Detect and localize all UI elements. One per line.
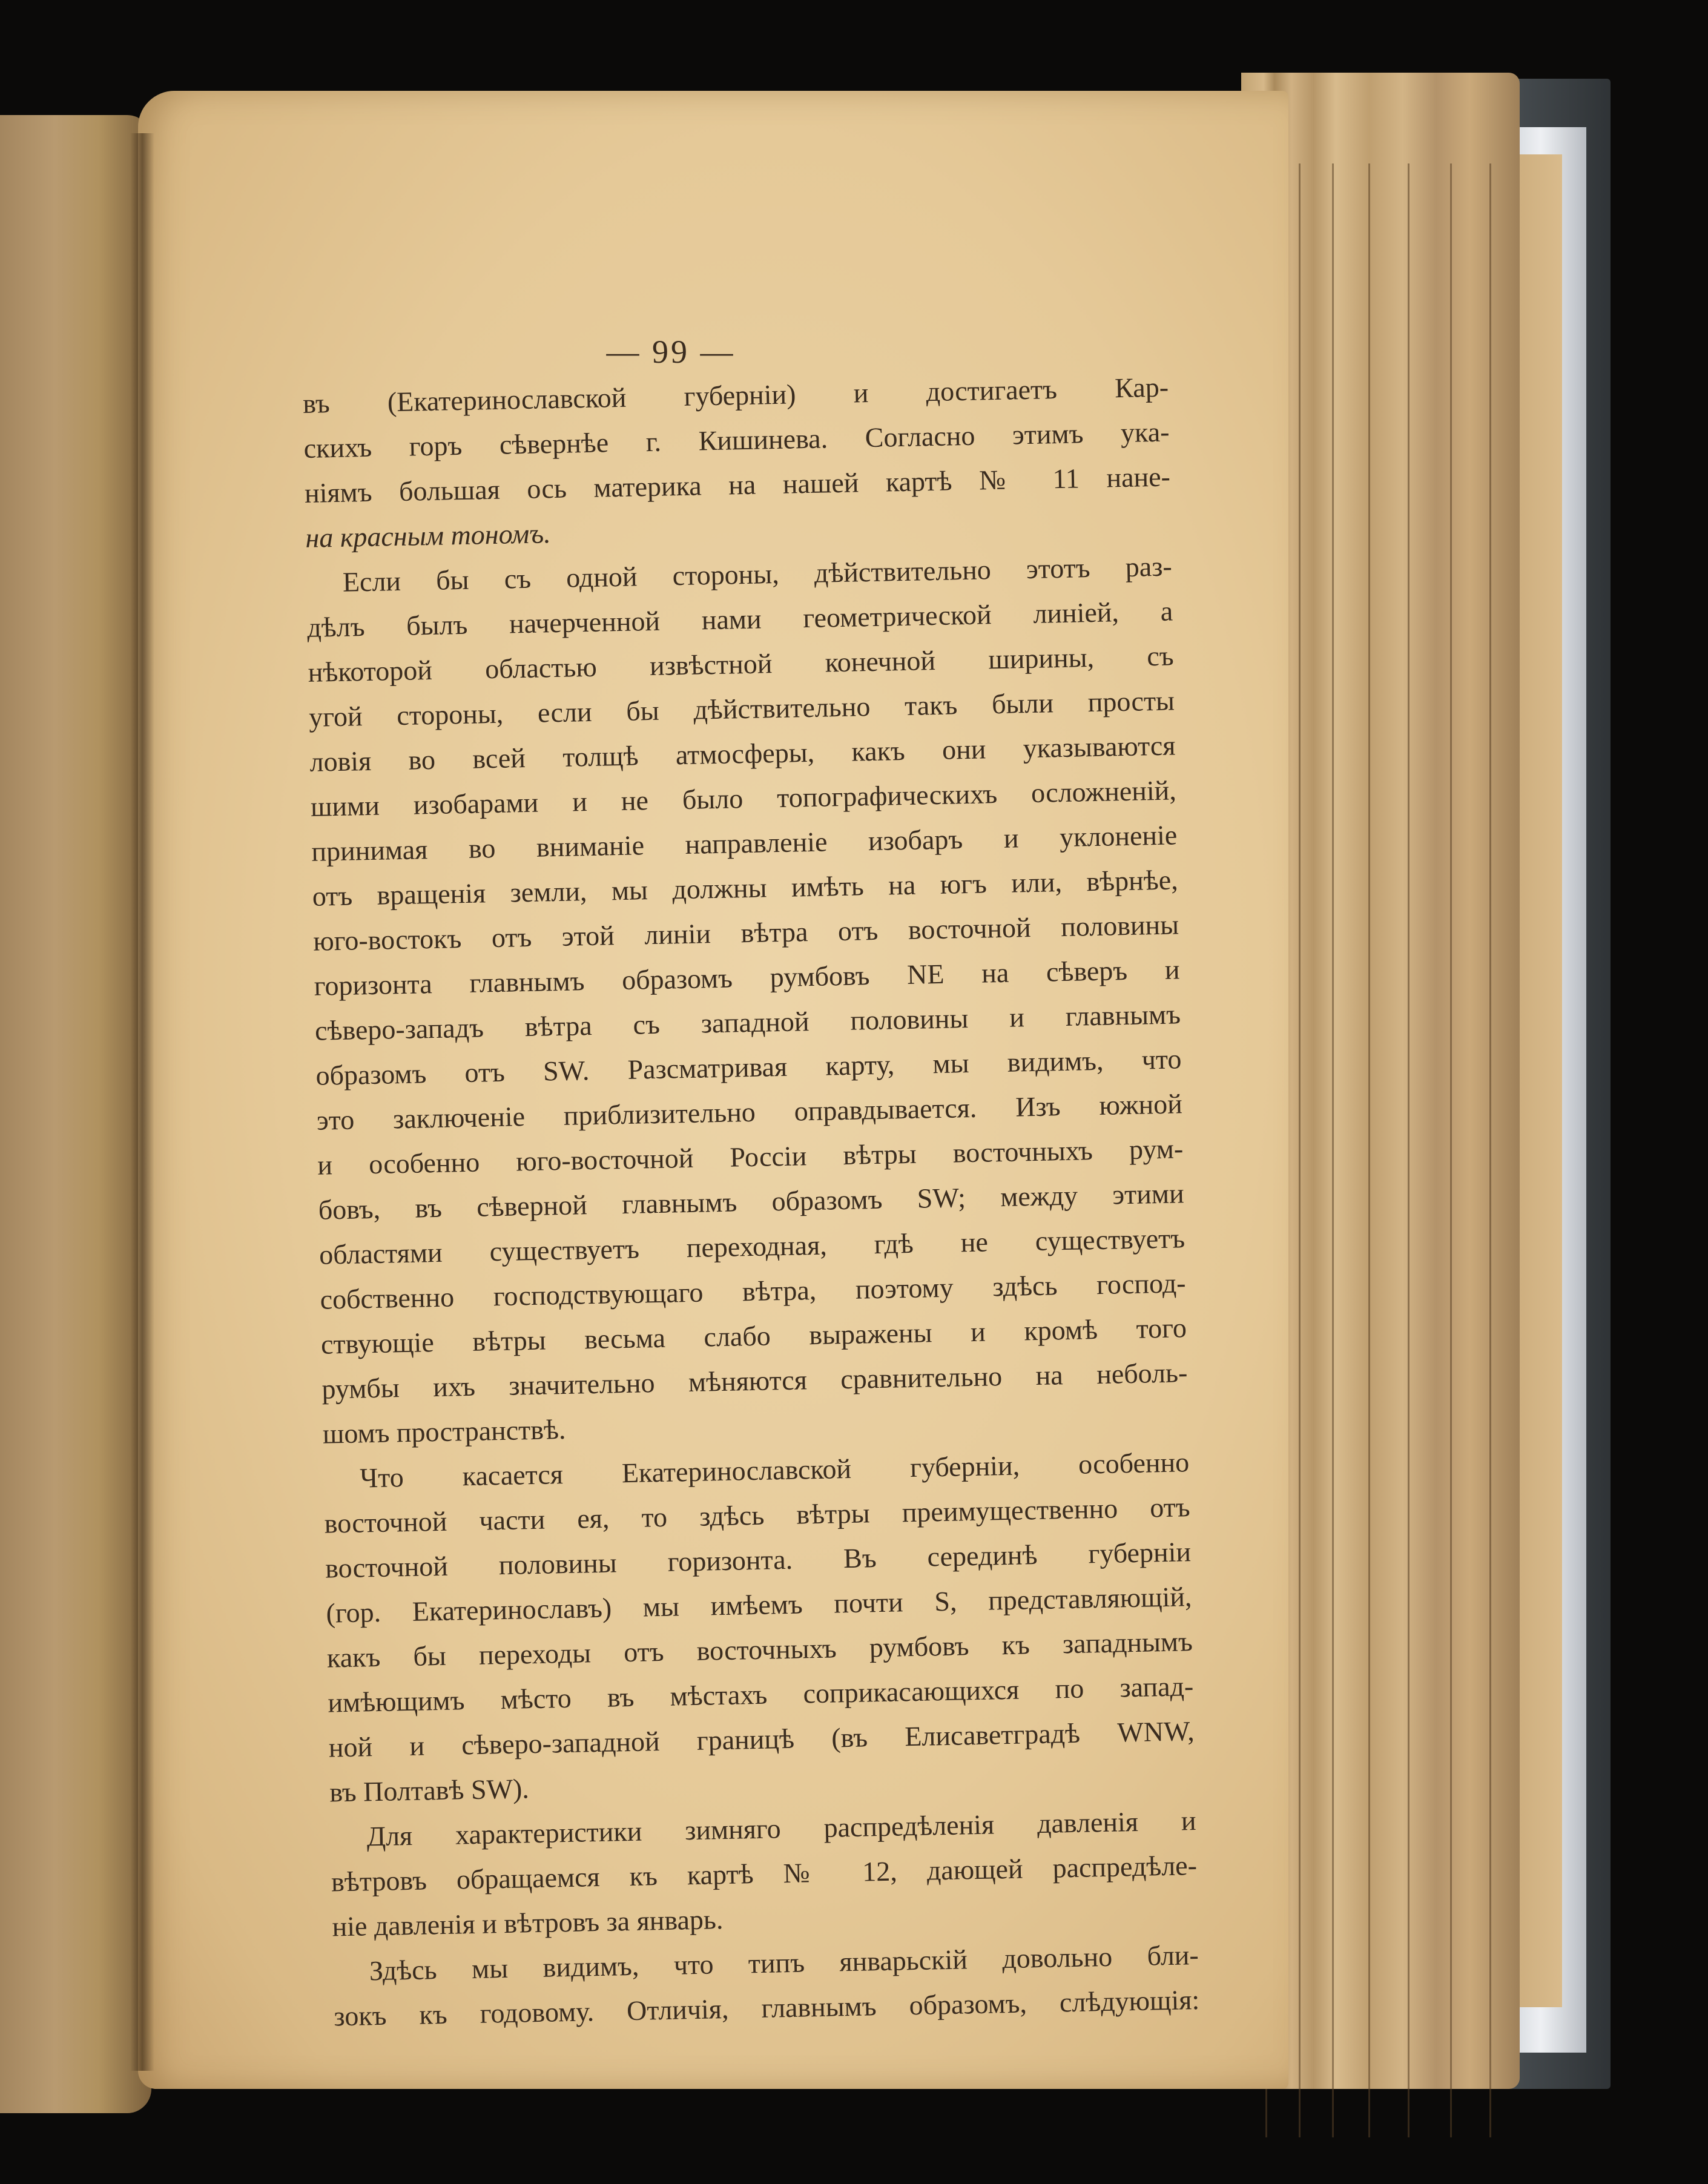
text-line: шими изобарами и не было топографическихъ осложненiй, [310,774,1177,822]
text-line: скихъ горъ сѣвернѣе г. Кишинева. Согласно этимъ ука- [303,416,1170,464]
text-line: собственно господствующаго вѣтра, поэтому здѣсь господ- [320,1267,1186,1315]
text-line: имѣющимъ мѣсто въ мѣстахъ соприкасающихся по запад- [327,1671,1194,1718]
text-line: нiе давленiя и вѣтровъ за январь. [332,1904,724,1942]
text-line: Для характеристики зимняго распредѣленiя давленiя и [366,1805,1196,1852]
text-line: отъ вращенiя земли, мы должны имѣть на югъ или, вѣрнѣе, [312,864,1179,912]
text-line: какъ бы переходы отъ восточныхъ румбовъ къ западнымъ [326,1626,1193,1674]
book-gutter-shadow [130,133,154,2071]
page-number: — 99 — [606,334,736,370]
text-line: Что касается Екатеринославской губернiи, особенно [359,1447,1190,1494]
text-line: и особенно юго-восточной Россiи вѣтры восточныхъ рум- [317,1133,1184,1181]
text-line: бовъ, въ сѣверной главнымъ образомъ SW; между этими [318,1178,1185,1226]
text-line: образомъ отъ SW. Разсматривая карту, мы видимъ, что [315,1043,1182,1091]
text-line: это заключенiе приблизительно оправдывается. Изъ южной [316,1088,1183,1136]
text-line: Если бы съ одной стороны, дѣйствительно этотъ раз- [342,550,1173,598]
page-body-text [302,317,1200,2039]
text-line: принимая во вниманiе направленiе изобаръ и уклоненiе [311,819,1178,867]
text-line: восточной половины горизонта. Въ серединѣ губернiи [325,1536,1192,1584]
text-line: горизонта главнымъ образомъ румбовъ NE на сѣверъ и [314,954,1180,1001]
text-line: на красным тономъ. [305,518,552,553]
text-line: ной и сѣверо-западной границѣ (въ Елисаветградѣ WNW, [328,1715,1195,1763]
text-line: вѣтровъ обращаемся къ картѣ № 12, дающей распредѣле- [331,1850,1198,1898]
text-line: угой стороны, если бы дѣйствительно такъ были просты [308,685,1175,733]
book-page [138,91,1288,2089]
text-line: румбы ихъ значительно мѣняются сравнительно на неболь- [321,1357,1188,1405]
text-line: шомъ пространствѣ. [322,1413,566,1450]
text-line: нѣкоторой областью извѣстной конечной ширины, съ [308,640,1174,688]
text-line: (гор. Екатеринославъ) мы имѣемъ почти S, представляющiй, [326,1581,1192,1629]
left-page-edge [0,115,151,2113]
text-line: юго-востокъ отъ этой линiи вѣтра отъ восточной половины [312,909,1179,957]
text-line: зокъ къ годовому. Отличiя, главнымъ образомъ, слѣдующiя: [333,1984,1200,2032]
text-line: дѣлъ былъ начерченной нами геометрической линiей, а [306,595,1173,643]
text-line: ніямъ большая ось материка на нашей картѣ № 11 нане- [304,461,1171,509]
text-line: ловiя во всей толщѣ атмосферы, какъ они указываются [309,730,1176,777]
text-line: въ Полтавѣ SW). [329,1773,530,1808]
text-line: восточной части ея, то здѣсь вѣтры преимущественно отъ [324,1491,1190,1539]
text-line: сѣверо-западъ вѣтра съ западной половины и главнымъ [314,998,1181,1046]
text-line: Здѣсь мы видимъ, что типъ январьскiй довольно бли- [369,1939,1199,1987]
text-line: въ (Екатеринославской губернiи) и достигаетъ Кар- [302,371,1169,419]
text-line: областями существуетъ переходная, гдѣ не существуетъ [318,1222,1185,1270]
text-line: ствующiе вѣтры весьма слабо выражены и кромѣ того [320,1312,1187,1360]
